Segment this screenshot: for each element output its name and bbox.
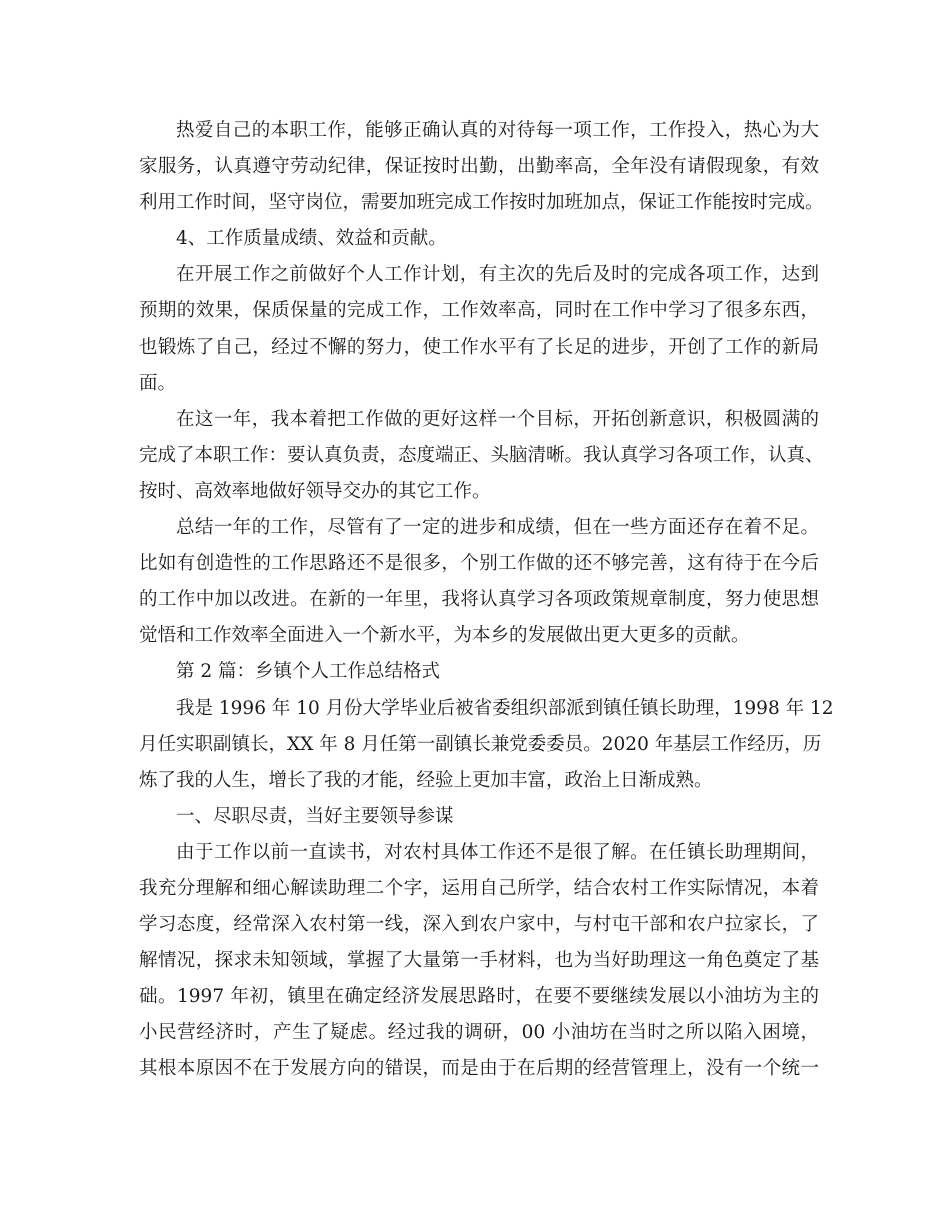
text-line: 在这一年，我本着把工作做的更好这样一个目标，开拓创新意识，积极圆满的 <box>176 408 819 430</box>
text-line: 我充分理解和细心解读助理二个字，运用自己所学，结合农村工作实际情况，本着 <box>139 877 819 899</box>
text-line: 学习态度，经常深入农村第一线，深入到农户家中，与村屯干部和农户拉家长，了 <box>139 914 819 936</box>
text-line: 解情况，探求未知领域，掌握了大量第一手材料，也为当好助理这一角色奠定了基 <box>139 950 819 972</box>
text-line: 利用工作时间，坚守岗位，需要加班完成工作按时加班加点，保证工作能按时完成。 <box>139 192 824 214</box>
text-line: 的工作中加以改进。在新的一年里，我将认真学习各项政策规章制度，努力使思想 <box>139 589 819 611</box>
text-line: 在开展工作之前做好个人工作计划，有主次的先后及时的完成各项工作，达到 <box>176 264 819 286</box>
text-line: 面。 <box>139 372 177 394</box>
text-line: 第 2 篇：乡镇个人工作总结格式 <box>176 661 441 683</box>
text-line: 础。1997 年初，镇里在确定经济发展思路时，在要不要继续发展以小油坊为主的 <box>139 986 819 1008</box>
text-line: 家服务，认真遵守劳动纪律，保证按时出勤，出勤率高，全年没有请假现象，有效 <box>139 156 819 178</box>
text-line: 炼了我的人生，增长了我的才能，经验上更加丰富，政治上日渐成熟。 <box>139 769 713 791</box>
text-line: 比如有创造性的工作思路还不是很多，个别工作做的还不够完善，这有待于在今后 <box>139 553 819 575</box>
text-line: 月任实职副镇长，XX 年 8 月任第一副镇长兼党委委员。2020 年基层工作经历，历 <box>139 733 822 755</box>
text-line: 其根本原因不在于发展方向的错误，而是由于在后期的经营管理上，没有一个统一 <box>139 1058 819 1080</box>
text-line: 预期的效果，保质保量的完成工作，工作效率高，同时在工作中学习了很多东西， <box>139 300 819 322</box>
text-line: 觉悟和工作效率全面进入一个新水平，为本乡的发展做出更大更多的贡献。 <box>139 625 750 647</box>
document-body <box>139 113 834 1088</box>
text-line: 小民营经济时，产生了疑虑。经过我的调研，00 小油坊在当时之所以陷入困境， <box>139 1022 819 1044</box>
text-line: 我是 1996 年 10 月份大学毕业后被省委组织部派到镇任镇长助理，1998 年 12 <box>176 697 834 719</box>
text-line: 总结一年的工作，尽管有了一定的进步和成绩，但在一些方面还存在着不足。 <box>176 517 819 539</box>
text-line: 4、工作质量成绩、效益和贡献。 <box>176 228 447 250</box>
text-line: 按时、高效率地做好领导交办的其它工作。 <box>139 480 491 502</box>
text-line: 一、尽职尽责，当好主要领导参谋 <box>176 805 454 827</box>
text-line: 热爱自己的本职工作，能够正确认真的对待每一项工作，工作投入，热心为大 <box>176 120 819 141</box>
text-line: 完成了本职工作：要认真负责，态度端正、头脑清晰。我认真学习各项工作，认真、 <box>139 444 824 466</box>
text-line: 也锻炼了自己，经过不懈的努力，使工作水平有了长足的进步，开创了工作的新局 <box>139 336 819 358</box>
text-line: 由于工作以前一直读书，对农村具体工作还不是很了解。在任镇长助理期间， <box>176 841 819 863</box>
